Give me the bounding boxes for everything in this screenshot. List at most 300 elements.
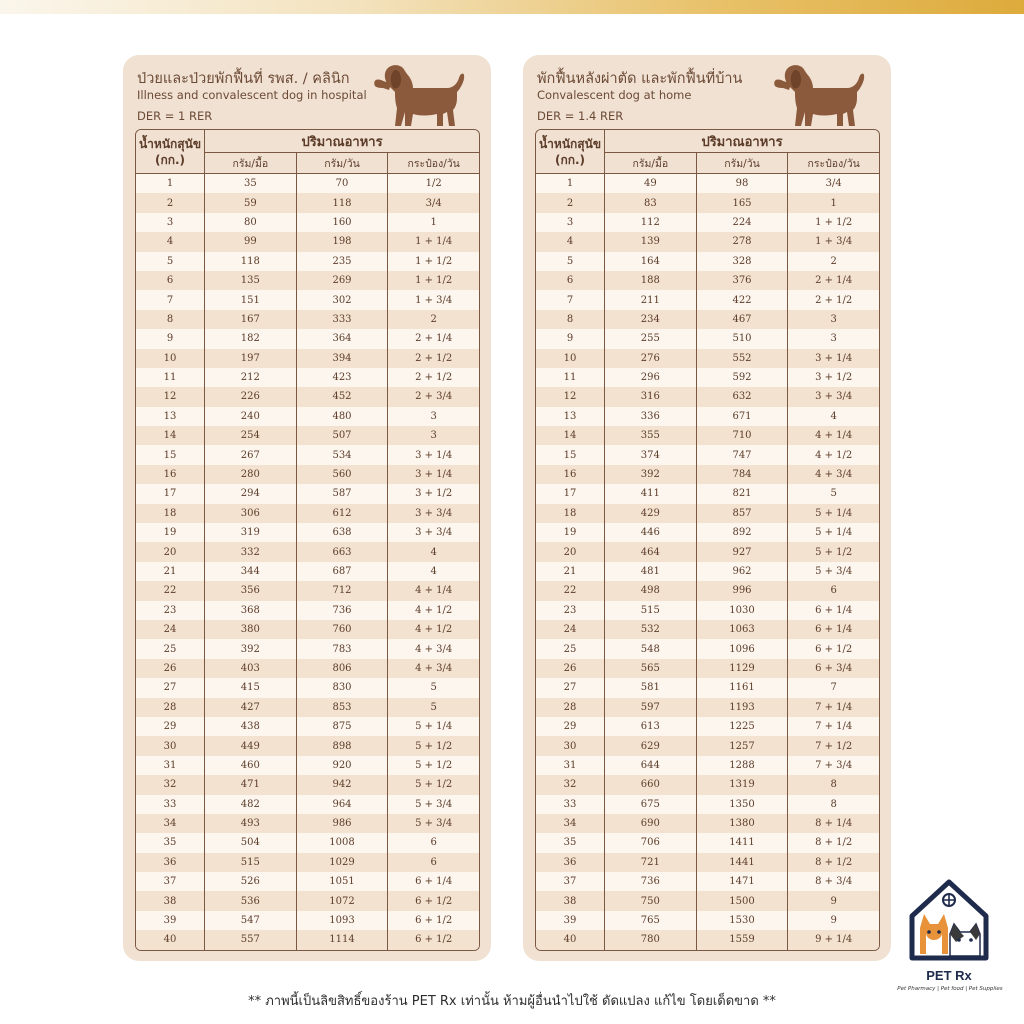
cans-per-day-cell: 1 <box>387 213 479 232</box>
table-row <box>536 756 879 775</box>
per-meal-cell: 254 <box>240 430 260 442</box>
weight-cell: 11 <box>536 368 605 387</box>
table-row <box>136 349 479 368</box>
cans-per-day-cell: 3 + 1/4 <box>387 465 479 484</box>
weight-cell: 21 <box>536 562 605 581</box>
per-day-cell: 1161 <box>696 678 788 697</box>
cans-per-day-cell: 8 + 1/2 <box>787 833 879 852</box>
weight-cell: 10 <box>136 349 205 368</box>
table-row <box>536 310 879 329</box>
weight-cell: 31 <box>536 756 605 775</box>
per-meal-cell: 547 <box>240 915 260 927</box>
table-row <box>136 853 479 872</box>
cans-per-day-cell: 1 <box>787 193 879 212</box>
per-day-cell: 1288 <box>696 756 788 775</box>
pet-rx-logo <box>896 876 1016 1006</box>
per-day-cell: 394 <box>296 349 388 368</box>
weight-cell: 13 <box>536 407 605 426</box>
per-meal-cell: 164 <box>640 255 660 267</box>
cans-per-day-cell: 6 <box>387 853 479 872</box>
per-meal-cell: 240 <box>240 410 260 422</box>
cans-per-day-cell: 4 + 1/2 <box>387 601 479 620</box>
weight-cell: 5 <box>536 252 605 271</box>
weight-cell: 14 <box>136 426 205 445</box>
weight-cell: 25 <box>136 639 205 658</box>
weight-header-line2: (กก.) <box>154 152 186 167</box>
per-meal-cell: 536 <box>240 895 260 907</box>
per-meal-cell: 532 <box>640 624 660 636</box>
cans-per-day-cell: 7 + 1/4 <box>787 717 879 736</box>
per-meal-cell: 118 <box>240 255 260 267</box>
weight-cell: 6 <box>136 271 205 290</box>
table-row <box>136 368 479 387</box>
per-meal-cell: 49 <box>643 178 657 190</box>
per-meal-cell: 135 <box>240 275 260 287</box>
per-day-cell: 560 <box>296 465 388 484</box>
weight-cell: 2 <box>536 193 605 212</box>
cans-per-day-cell: 3 + 1/2 <box>387 484 479 503</box>
weight-cell: 28 <box>136 698 205 717</box>
weight-cell: 11 <box>136 368 205 387</box>
per-meal-cell: 255 <box>640 333 660 345</box>
house-logo-icon <box>906 876 992 962</box>
per-meal-cell: 548 <box>640 643 660 655</box>
table-row <box>136 542 479 561</box>
cans-per-day-cell: 4 + 1/4 <box>787 426 879 445</box>
per-meal-cell: 316 <box>640 391 660 403</box>
weight-cell: 32 <box>536 775 605 794</box>
per-day-cell: 333 <box>296 310 388 329</box>
table-row <box>536 387 879 406</box>
weight-cell: 15 <box>136 445 205 464</box>
table-row <box>136 581 479 600</box>
weight-cell: 4 <box>136 232 205 251</box>
table-row <box>136 601 479 620</box>
table-row <box>136 232 479 251</box>
per-day-cell: 821 <box>696 484 788 503</box>
table-row <box>136 310 479 329</box>
cans-per-day-cell: 3/4 <box>387 193 479 212</box>
table-row <box>136 814 479 833</box>
per-meal-cell: 515 <box>240 856 260 868</box>
per-day-cell: 1114 <box>296 930 388 949</box>
weight-cell: 40 <box>536 930 605 949</box>
per-meal-cell: 460 <box>240 759 260 771</box>
per-day-cell: 1225 <box>696 717 788 736</box>
cans-per-day-header: กระป๋อง/วัน <box>787 153 879 173</box>
cans-per-day-cell: 6 <box>387 833 479 852</box>
per-day-cell: 278 <box>696 232 788 251</box>
per-day-cell: 364 <box>296 329 388 348</box>
table-body <box>536 174 879 950</box>
table-row <box>536 853 879 872</box>
per-day-cell: 747 <box>696 445 788 464</box>
table-row <box>536 601 879 620</box>
weight-cell: 35 <box>536 833 605 852</box>
per-meal-cell: 374 <box>640 449 660 461</box>
cans-per-day-cell: 5 + 1/4 <box>787 523 879 542</box>
weight-cell: 26 <box>136 659 205 678</box>
per-day-cell: 198 <box>296 232 388 251</box>
cans-per-day-cell: 1 + 3/4 <box>787 232 879 251</box>
per-meal-cell: 392 <box>640 469 660 481</box>
cans-per-day-cell: 8 <box>787 795 879 814</box>
cans-per-day-cell: 4 <box>387 542 479 561</box>
cans-per-day-cell: 3 + 3/4 <box>387 504 479 523</box>
der-label: DER = 1 RER <box>137 109 213 123</box>
per-meal-cell: 294 <box>240 488 260 500</box>
der-label: DER = 1.4 RER <box>537 109 624 123</box>
table-header <box>136 130 479 174</box>
weight-cell: 2 <box>136 193 205 212</box>
per-day-cell: 269 <box>296 271 388 290</box>
per-meal-cell: 498 <box>640 585 660 597</box>
weight-cell: 3 <box>136 213 205 232</box>
per-meal-cell: 736 <box>640 876 660 888</box>
table-row <box>536 678 879 697</box>
table-row <box>136 620 479 639</box>
cans-per-day-cell: 1 + 1/2 <box>787 213 879 232</box>
per-day-header: กรัม/วัน <box>296 153 388 173</box>
food-amount-header: ปริมาณอาหาร <box>205 130 479 153</box>
per-day-cell: 1093 <box>296 911 388 930</box>
per-day-cell: 118 <box>296 193 388 212</box>
per-day-cell: 783 <box>296 639 388 658</box>
per-day-cell: 830 <box>296 678 388 697</box>
per-day-cell: 687 <box>296 562 388 581</box>
per-day-cell: 964 <box>296 795 388 814</box>
per-meal-cell: 415 <box>240 682 260 694</box>
weight-cell: 19 <box>136 523 205 542</box>
table-row <box>136 465 479 484</box>
table-row <box>136 407 479 426</box>
table-row <box>136 387 479 406</box>
table-row <box>136 271 479 290</box>
cans-per-day-cell: 3 + 1/2 <box>787 368 879 387</box>
per-day-cell: 302 <box>296 290 388 309</box>
per-meal-cell: 167 <box>240 313 260 325</box>
weight-cell: 40 <box>136 930 205 949</box>
weight-cell: 29 <box>536 717 605 736</box>
cans-per-day-cell: 6 + 1/4 <box>387 872 479 891</box>
table-row <box>136 717 479 736</box>
cans-per-day-cell: 8 <box>787 775 879 794</box>
table-row <box>536 426 879 445</box>
cans-per-day-cell: 2 + 1/4 <box>387 329 479 348</box>
per-meal-cell: 59 <box>243 197 257 209</box>
table-row <box>536 232 879 251</box>
per-meal-cell: 644 <box>640 759 660 771</box>
per-meal-cell: 706 <box>640 837 660 849</box>
per-meal-cell: 482 <box>240 798 260 810</box>
per-meal-cell: 212 <box>240 372 260 384</box>
table-row <box>136 775 479 794</box>
per-meal-cell: 99 <box>243 236 257 248</box>
per-day-cell: 534 <box>296 445 388 464</box>
per-meal-cell: 557 <box>240 934 260 946</box>
per-meal-cell: 675 <box>640 798 660 810</box>
table-row <box>136 698 479 717</box>
per-meal-cell: 765 <box>640 915 660 927</box>
weight-cell: 16 <box>136 465 205 484</box>
cans-per-day-cell: 5 + 1/2 <box>787 542 879 561</box>
per-day-cell: 663 <box>296 542 388 561</box>
per-meal-cell: 226 <box>240 391 260 403</box>
table-row <box>136 562 479 581</box>
cans-per-day-cell: 2 + 1/2 <box>787 290 879 309</box>
weight-cell: 23 <box>536 601 605 620</box>
weight-cell: 34 <box>136 814 205 833</box>
per-meal-header: กรัม/มื้อ <box>632 157 669 170</box>
per-meal-cell: 306 <box>240 507 260 519</box>
per-meal-header: กรัม/มื้อ <box>232 157 269 170</box>
table-row <box>536 581 879 600</box>
per-meal-cell: 750 <box>640 895 660 907</box>
per-day-cell: 1471 <box>696 872 788 891</box>
weight-cell: 36 <box>536 853 605 872</box>
dog-icon <box>369 58 465 128</box>
cans-per-day-cell: 6 + 1/2 <box>387 911 479 930</box>
per-day-cell: 1072 <box>296 891 388 910</box>
cans-per-day-cell: 1 + 1/2 <box>387 252 479 271</box>
table-row <box>136 426 479 445</box>
per-meal-cell: 112 <box>640 216 660 228</box>
cans-per-day-cell: 3/4 <box>787 174 879 193</box>
feeding-table <box>535 129 880 951</box>
weight-cell: 22 <box>136 581 205 600</box>
table-row <box>536 833 879 852</box>
table-row <box>136 930 479 949</box>
per-day-cell: 70 <box>296 174 388 193</box>
cans-per-day-cell: 3 <box>387 407 479 426</box>
per-day-cell: 165 <box>696 193 788 212</box>
table-row <box>136 891 479 910</box>
per-day-cell: 1193 <box>696 698 788 717</box>
per-meal-cell: 211 <box>640 294 660 306</box>
table-row <box>136 911 479 930</box>
per-day-cell: 710 <box>696 426 788 445</box>
per-day-cell: 1029 <box>296 853 388 872</box>
cans-per-day-cell: 4 <box>787 407 879 426</box>
cans-per-day-cell: 5 + 1/2 <box>387 775 479 794</box>
per-meal-cell: 188 <box>640 275 660 287</box>
weight-cell: 12 <box>536 387 605 406</box>
cans-per-day-cell: 2 <box>387 310 479 329</box>
table-row <box>536 911 879 930</box>
table-row <box>536 930 879 949</box>
per-day-cell: 510 <box>696 329 788 348</box>
weight-cell: 7 <box>536 290 605 309</box>
cans-per-day-cell: 6 + 1/4 <box>787 601 879 620</box>
per-day-cell: 422 <box>696 290 788 309</box>
food-amount-header: ปริมาณอาหาร <box>605 130 879 153</box>
cans-per-day-cell: 2 + 1/4 <box>787 271 879 290</box>
table-row <box>536 349 879 368</box>
weight-cell: 31 <box>136 756 205 775</box>
table-row <box>536 562 879 581</box>
table-row <box>536 775 879 794</box>
weight-cell: 8 <box>536 310 605 329</box>
per-day-header: กรัม/วัน <box>696 153 788 173</box>
per-day-cell: 1350 <box>696 795 788 814</box>
per-day-cell: 638 <box>296 523 388 542</box>
weight-cell: 18 <box>536 504 605 523</box>
weight-header <box>136 130 205 173</box>
table-row <box>536 717 879 736</box>
table-row <box>536 814 879 833</box>
weight-cell: 39 <box>136 911 205 930</box>
per-meal-cell: 429 <box>640 507 660 519</box>
weight-cell: 17 <box>536 484 605 503</box>
table-row <box>536 329 879 348</box>
cans-per-day-cell: 9 + 1/4 <box>787 930 879 949</box>
feeding-table <box>135 129 480 951</box>
per-meal-cell: 565 <box>640 662 660 674</box>
table-row <box>136 678 479 697</box>
per-meal-cell: 336 <box>640 410 660 422</box>
weight-cell: 8 <box>136 310 205 329</box>
logo-name: PET Rx <box>926 968 972 983</box>
dog-icon <box>769 58 865 128</box>
per-meal-cell: 427 <box>240 701 260 713</box>
cans-per-day-cell: 3 + 1/4 <box>387 445 479 464</box>
per-day-cell: 1096 <box>696 639 788 658</box>
table-row <box>536 872 879 891</box>
per-day-cell: 1441 <box>696 853 788 872</box>
weight-cell: 30 <box>536 736 605 755</box>
table-row <box>536 368 879 387</box>
per-day-cell: 328 <box>696 252 788 271</box>
top-gold-bar <box>0 0 1024 14</box>
per-meal-cell: 493 <box>240 818 260 830</box>
table-row <box>136 639 479 658</box>
per-meal-cell: 197 <box>240 352 260 364</box>
per-day-cell: 587 <box>296 484 388 503</box>
per-meal-cell: 504 <box>240 837 260 849</box>
weight-cell: 1 <box>536 174 605 193</box>
weight-cell: 9 <box>536 329 605 348</box>
weight-cell: 20 <box>136 542 205 561</box>
cans-per-day-cell: 7 <box>787 678 879 697</box>
per-meal-cell: 280 <box>240 469 260 481</box>
weight-cell: 19 <box>536 523 605 542</box>
per-meal-cell: 355 <box>640 430 660 442</box>
per-day-cell: 671 <box>696 407 788 426</box>
per-day-cell: 857 <box>696 504 788 523</box>
table-row <box>536 504 879 523</box>
table-row <box>536 620 879 639</box>
table-row <box>136 445 479 464</box>
cans-per-day-cell: 5 + 3/4 <box>387 814 479 833</box>
table-header <box>536 130 879 174</box>
weight-header-line1: น้ำหนักสุนัข <box>138 136 202 151</box>
per-day-cell: 452 <box>296 387 388 406</box>
cans-per-day-cell: 6 <box>787 581 879 600</box>
table-row <box>536 795 879 814</box>
per-day-cell: 1380 <box>696 814 788 833</box>
weight-cell: 7 <box>136 290 205 309</box>
per-meal-cell: 356 <box>240 585 260 597</box>
weight-cell: 10 <box>536 349 605 368</box>
table-row <box>536 407 879 426</box>
weight-cell: 17 <box>136 484 205 503</box>
per-day-cell: 962 <box>696 562 788 581</box>
per-day-cell: 467 <box>696 310 788 329</box>
weight-cell: 23 <box>136 601 205 620</box>
cans-per-day-cell: 3 + 1/4 <box>787 349 879 368</box>
cans-per-day-cell: 4 + 1/2 <box>387 620 479 639</box>
table-row <box>536 174 879 193</box>
table-row <box>536 698 879 717</box>
weight-cell: 24 <box>136 620 205 639</box>
cans-per-day-cell: 8 + 1/2 <box>787 853 879 872</box>
per-meal-cell: 151 <box>240 294 260 306</box>
weight-cell: 37 <box>136 872 205 891</box>
weight-cell: 35 <box>136 833 205 852</box>
per-meal-cell: 380 <box>240 624 260 636</box>
table-row <box>536 465 879 484</box>
per-day-cell: 1319 <box>696 775 788 794</box>
cans-per-day-cell: 1/2 <box>387 174 479 193</box>
per-meal-cell: 139 <box>640 236 660 248</box>
table-row <box>136 795 479 814</box>
cans-per-day-cell: 8 + 1/4 <box>787 814 879 833</box>
table-row <box>136 833 479 852</box>
cans-per-day-cell: 5 + 1/2 <box>387 756 479 775</box>
weight-header-line2: (กก.) <box>554 152 586 167</box>
table-row <box>136 193 479 212</box>
card-title-th: ป่วยและป่วยพักฟื้นที่ รพส. / คลินิก <box>137 71 350 87</box>
cans-per-day-cell: 9 <box>787 891 879 910</box>
cans-per-day-cell: 8 + 3/4 <box>787 872 879 891</box>
per-meal-cell: 629 <box>640 740 660 752</box>
cans-per-day-cell: 2 + 1/2 <box>387 349 479 368</box>
table-row <box>136 329 479 348</box>
weight-cell: 3 <box>536 213 605 232</box>
cans-per-day-cell: 7 + 1/4 <box>787 698 879 717</box>
weight-cell: 36 <box>136 853 205 872</box>
per-day-cell: 235 <box>296 252 388 271</box>
weight-cell: 22 <box>536 581 605 600</box>
per-day-cell: 507 <box>296 426 388 445</box>
weight-cell: 12 <box>136 387 205 406</box>
card-title-th: พักฟื้นหลังผ่าตัด และพักฟื้นที่บ้าน <box>537 71 743 87</box>
per-day-cell: 592 <box>696 368 788 387</box>
per-day-cell: 853 <box>296 698 388 717</box>
per-day-cell: 1030 <box>696 601 788 620</box>
per-meal-cell: 581 <box>640 682 660 694</box>
per-day-cell: 1051 <box>296 872 388 891</box>
table-row <box>136 504 479 523</box>
per-meal-cell: 276 <box>640 352 660 364</box>
cans-per-day-cell: 7 + 3/4 <box>787 756 879 775</box>
per-day-cell: 1530 <box>696 911 788 930</box>
per-meal-cell: 392 <box>240 643 260 655</box>
table-row <box>536 639 879 658</box>
table-row <box>536 271 879 290</box>
per-meal-cell: 234 <box>640 313 660 325</box>
per-day-cell: 1411 <box>696 833 788 852</box>
weight-cell: 25 <box>536 639 605 658</box>
weight-cell: 30 <box>136 736 205 755</box>
per-meal-cell: 182 <box>240 333 260 345</box>
card-title-en: Convalescent dog at home <box>537 88 692 102</box>
per-day-cell: 552 <box>696 349 788 368</box>
weight-cell: 29 <box>136 717 205 736</box>
per-meal-cell: 464 <box>640 546 660 558</box>
per-day-cell: 632 <box>696 387 788 406</box>
per-day-cell: 1559 <box>696 930 788 949</box>
